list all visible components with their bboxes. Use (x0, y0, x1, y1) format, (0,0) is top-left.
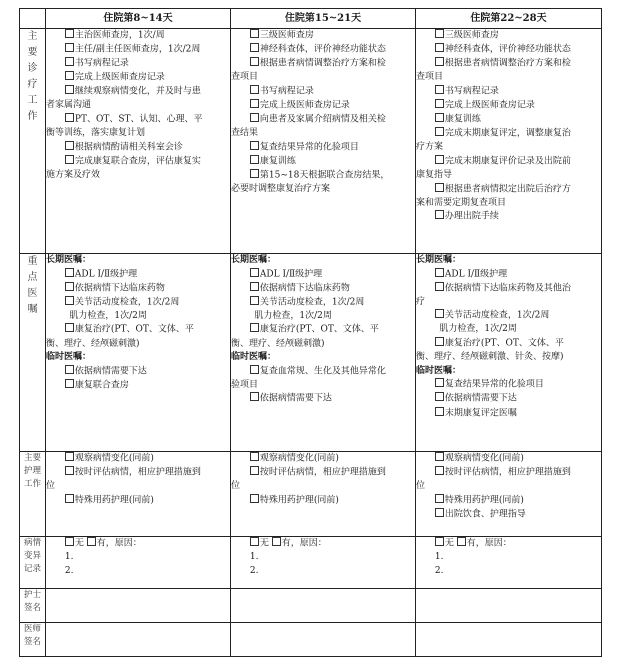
checkbox-icon[interactable] (435, 337, 444, 346)
checkbox-icon[interactable] (435, 378, 444, 387)
item-text: ADL Ⅰ/Ⅱ级护理 (74, 269, 138, 280)
checklist-item (416, 183, 601, 197)
checklist-item (46, 296, 230, 310)
item-text: 依据病情需要下达 (259, 393, 332, 404)
variance-reason-line[interactable]: 1. (249, 552, 259, 563)
checklist-item (231, 466, 415, 480)
checklist-item (416, 127, 601, 141)
checklist-item (231, 296, 415, 310)
item-text: 依据病情需要下达 (444, 393, 517, 404)
checkbox-icon[interactable] (65, 537, 74, 546)
list-item-continuation (416, 169, 601, 183)
item-text: ADL Ⅰ/Ⅱ级护理 (444, 269, 508, 280)
list-item-sub (416, 323, 601, 337)
item-text: 观察病情变化(同前) (259, 453, 339, 464)
nursing-day1 (46, 452, 231, 537)
checkbox-icon[interactable] (65, 296, 74, 305)
variance-options (46, 537, 230, 551)
item-text: 肌力检查，1次/2周 (254, 310, 332, 321)
item-text: 衡、理疗、经颅磁刺激) (231, 338, 325, 349)
variance-reason-line[interactable]: 1. (64, 552, 74, 563)
checklist-item (46, 452, 230, 466)
item-text: 关节活动度检查，1次/2周 (74, 297, 180, 308)
checklist-item (46, 141, 230, 155)
checklist-item (231, 169, 415, 183)
row-label-char: 护理 (23, 466, 41, 476)
item-text: 临时医嘱： (416, 365, 462, 376)
checkbox-icon[interactable] (435, 392, 444, 401)
item-text: 完成上级医师查房记录 (259, 100, 350, 111)
variance-day1 (46, 537, 231, 589)
checklist-item (416, 407, 601, 421)
checkbox-icon[interactable] (250, 99, 259, 108)
row-label-char: 签名 (23, 637, 41, 647)
checkbox-icon[interactable] (250, 466, 259, 475)
checkbox-icon[interactable] (250, 268, 259, 277)
item-text: 按时评估病情，相应护理措施到 (74, 467, 201, 478)
main-work-day2 (231, 29, 416, 254)
checkbox-icon[interactable] (65, 268, 74, 277)
checklist-item (416, 155, 601, 169)
checkbox-icon[interactable] (435, 99, 444, 108)
key-orders-day3 (416, 254, 602, 452)
item-text: 关节活动度检查，1次/2周 (444, 310, 550, 321)
checkbox-icon[interactable] (435, 127, 444, 136)
checklist-item (231, 57, 415, 71)
checkbox-icon[interactable] (65, 29, 74, 38)
checklist-item (231, 29, 415, 43)
checklist-item (416, 508, 601, 522)
nurse-signature-day2[interactable] (231, 589, 416, 623)
row-label-char: 记录 (23, 564, 41, 574)
doctor-signature-day2[interactable] (231, 623, 416, 657)
item-text: 完成上级医师查房记录 (74, 72, 165, 83)
checklist-item (46, 113, 230, 127)
item-text: 必要时调整康复治疗方案 (231, 184, 331, 195)
list-item-continuation (231, 71, 415, 85)
item-text: 康复治疗(PT、OT、文体、平 (259, 324, 379, 335)
list-item-sub (46, 310, 230, 324)
checklist-item (46, 379, 230, 393)
item-text: 根据患者病情调整治疗方案和检 (444, 58, 571, 69)
row-label-char: 嘱 (27, 304, 38, 315)
checklist-item (416, 29, 601, 43)
variance-reason-line[interactable]: 1. (434, 552, 444, 563)
item-text: 查结果 (231, 128, 259, 139)
checklist-item (416, 282, 601, 296)
order-section-header (231, 254, 415, 268)
row-label-char: 诊 (27, 63, 38, 74)
item-text: 临时医嘱： (231, 352, 277, 363)
checklist-item (231, 365, 415, 379)
variance-yes-label: 有，原因： (96, 538, 142, 549)
checkbox-icon[interactable] (65, 282, 74, 291)
item-text: 观察病情变化(同前) (74, 453, 154, 464)
checklist-item (416, 113, 601, 127)
checklist-item (231, 268, 415, 282)
item-text: 根据患者病情调整治疗方案和检 (259, 58, 386, 69)
item-text: 根据患者病情拟定出院后治疗方 (444, 184, 571, 195)
item-text: 康复联合查房 (74, 380, 129, 391)
item-text: 复查血常规、生化及其他异常化 (259, 366, 386, 377)
checklist-item (416, 494, 601, 508)
variance-options (231, 537, 415, 551)
checkbox-icon[interactable] (435, 57, 444, 66)
checkbox-icon[interactable] (250, 113, 259, 122)
row-label-variance (20, 537, 46, 589)
item-text: 康复指导 (416, 169, 453, 180)
checklist-item (46, 494, 230, 508)
item-text: 完成末期康复评定，调整康复治 (444, 128, 571, 139)
checklist-item (416, 466, 601, 480)
header-row (20, 9, 602, 29)
item-text: 长期医嘱： (46, 255, 92, 265)
variance-yes-label: 有，原因： (281, 538, 327, 549)
checkbox-icon[interactable] (435, 210, 444, 219)
checklist-item (416, 268, 601, 282)
list-item-continuation (231, 127, 415, 141)
list-item-sub (231, 310, 415, 324)
item-text: 依据病情下达临床药物及其他治 (444, 283, 571, 294)
row-label-doctor-sign (20, 623, 46, 657)
checkbox-icon[interactable] (65, 71, 74, 80)
doctor-signature-day3[interactable] (416, 623, 602, 657)
checkbox-icon[interactable] (435, 268, 444, 277)
checkbox-icon[interactable] (435, 494, 444, 503)
item-text: 特殊用药护理(同前) (444, 495, 524, 506)
doctor-signature-row (20, 623, 602, 657)
checkbox-icon[interactable] (250, 494, 259, 503)
item-text: 案和需要定期复查项目 (416, 197, 507, 208)
item-text: 末期康复评定医嘱 (444, 408, 517, 419)
item-text: 位 (416, 481, 426, 492)
checkbox-icon[interactable] (65, 365, 74, 374)
checkbox-icon[interactable] (250, 169, 259, 178)
nurse-signature-day3[interactable] (416, 589, 602, 623)
item-text: 特殊用药护理(同前) (259, 495, 339, 506)
nurse-signature-row (20, 589, 602, 623)
row-label-char: 作 (27, 111, 38, 122)
row-label-char: 要 (27, 47, 38, 58)
checklist-item (46, 268, 230, 282)
checklist-item (416, 99, 601, 113)
checkbox-icon[interactable] (250, 85, 259, 94)
checkbox-icon[interactable] (65, 452, 74, 461)
checklist-item (231, 113, 415, 127)
key-orders-day1 (46, 254, 231, 452)
checkbox-icon[interactable] (250, 392, 259, 401)
list-item-continuation (231, 338, 415, 352)
list-item-continuation (46, 127, 230, 141)
item-text: 三级医师查房 (444, 30, 499, 41)
checkbox-icon[interactable] (435, 43, 444, 52)
variance-reason-line[interactable]: 2. (434, 565, 444, 576)
checklist-item (46, 85, 230, 99)
checkbox-icon[interactable] (65, 57, 74, 66)
nursing-day2 (231, 452, 416, 537)
list-item-continuation (46, 338, 230, 352)
row-label-nursing (20, 452, 46, 537)
order-section-header (416, 365, 601, 379)
variance-none-label: 无 (259, 538, 272, 549)
checkbox-icon[interactable] (65, 141, 74, 150)
checkbox-icon[interactable] (435, 183, 444, 192)
checkbox-icon[interactable] (250, 155, 259, 164)
checklist-item (416, 309, 601, 323)
checklist-item (231, 452, 415, 466)
nurse-signature-day1[interactable] (46, 589, 231, 623)
item-text: 依据病情需要下达 (74, 366, 147, 377)
row-label-char: 医师 (23, 624, 41, 634)
item-text: 关节活动度检查，1次/2周 (259, 297, 365, 308)
checklist-item (46, 365, 230, 379)
item-text: 查项目 (416, 72, 444, 83)
item-text: 完成上级医师查房记录 (444, 100, 535, 111)
checkbox-icon[interactable] (435, 466, 444, 475)
checklist-item (231, 141, 415, 155)
checkbox-icon[interactable] (250, 365, 259, 374)
checklist-item (46, 71, 230, 85)
item-text: 办理出院手续 (444, 211, 499, 222)
item-text: PT、OT、ST、认知、心理、平 (74, 114, 203, 125)
checkbox-icon[interactable] (435, 309, 444, 318)
checkbox-icon[interactable] (250, 296, 259, 305)
checkbox-icon[interactable] (435, 452, 444, 461)
checkbox-icon[interactable] (250, 323, 259, 332)
checkbox-icon[interactable] (65, 323, 74, 332)
key-orders-row (20, 254, 602, 452)
item-text: 书写病程记录 (259, 86, 314, 97)
variance-none-label: 无 (74, 538, 87, 549)
list-item-continuation (46, 480, 230, 494)
clinical-pathway-table (19, 8, 602, 657)
item-text: 完成末期康复评价记录及出院前 (444, 156, 571, 167)
checklist-item (46, 29, 230, 43)
variance-reason-line[interactable]: 2. (64, 565, 74, 576)
row-label-char: 医 (27, 288, 38, 299)
row-label-char: 签名 (23, 603, 41, 613)
item-text: 康复训练 (444, 114, 481, 125)
item-text: 位 (231, 481, 241, 492)
checklist-item (231, 43, 415, 57)
day-header-2: 住院第15~21天 (231, 9, 416, 29)
item-text: 肌力检查，1次/2周 (439, 324, 517, 335)
checkbox-icon[interactable] (435, 282, 444, 291)
order-section-header (231, 351, 415, 365)
item-text: 神经科查体，评价神经功能状态 (444, 44, 571, 55)
variance-reason-line[interactable]: 2. (249, 565, 259, 576)
checklist-item (231, 85, 415, 99)
item-text: ADL Ⅰ/Ⅱ级护理 (259, 269, 323, 280)
doctor-signature-day1[interactable] (46, 623, 231, 657)
item-text: 复查结果异常的化验项目 (444, 379, 544, 390)
list-item-continuation (231, 379, 415, 393)
row-label-char: 重 (27, 256, 38, 267)
checkbox-icon[interactable] (65, 494, 74, 503)
order-section-header (46, 254, 230, 268)
item-text: 三级医师查房 (259, 30, 314, 41)
item-text: 向患者及家属介绍病情及相关检 (259, 114, 386, 125)
main-work-day3 (416, 29, 602, 254)
checklist-item (46, 155, 230, 169)
row-label-char: 疗 (27, 79, 38, 90)
checkbox-icon[interactable] (272, 537, 281, 546)
key-orders-day2 (231, 254, 416, 452)
checklist-item (231, 392, 415, 406)
item-text: 特殊用药护理(同前) (74, 495, 154, 506)
checklist-item (231, 155, 415, 169)
item-text: 按时评估病情，相应护理措施到 (444, 467, 571, 478)
checkbox-icon[interactable] (87, 537, 96, 546)
row-label-char: 主要 (23, 453, 41, 463)
checklist-item (46, 323, 230, 337)
checklist-item (46, 57, 230, 71)
checklist-item (46, 282, 230, 296)
item-text: 依据病情下达临床药物 (259, 283, 350, 294)
checklist-item (231, 323, 415, 337)
variance-day2 (231, 537, 416, 589)
item-text: 康复训练 (259, 156, 296, 167)
checklist-item (416, 43, 601, 57)
list-item-continuation (46, 99, 230, 113)
checklist-item (231, 494, 415, 508)
checkbox-icon[interactable] (65, 43, 74, 52)
list-item-continuation (231, 183, 415, 197)
item-text: 长期医嘱： (231, 255, 277, 265)
list-item-continuation (416, 296, 601, 310)
item-text: 查项目 (231, 72, 259, 83)
checklist-item (231, 282, 415, 296)
checkbox-icon[interactable] (250, 43, 259, 52)
checkbox-icon[interactable] (435, 508, 444, 517)
list-item-continuation (416, 141, 601, 155)
item-text: 书写病程记录 (444, 86, 499, 97)
list-item-continuation (416, 351, 601, 365)
row-label-char: 护士 (23, 590, 41, 600)
checkbox-icon[interactable] (250, 282, 259, 291)
checkbox-icon[interactable] (435, 155, 444, 164)
checkbox-icon[interactable] (250, 57, 259, 66)
item-text: 主任/副主任医师查房，1次/2周 (74, 44, 201, 55)
checkbox-icon[interactable] (65, 379, 74, 388)
list-item-continuation (416, 197, 601, 211)
checklist-item (416, 452, 601, 466)
item-text: 完成康复联合查房，评估康复实 (74, 156, 201, 167)
item-text: 疗方案 (416, 142, 444, 153)
day-header-1: 住院第8~14天 (46, 9, 231, 29)
item-text: 验项目 (231, 379, 259, 390)
list-item-continuation (416, 71, 601, 85)
item-text: 疗 (416, 296, 426, 307)
order-section-header (46, 351, 230, 365)
variance-yes-label: 有，原因： (466, 538, 512, 549)
row-label-char: 点 (27, 272, 38, 283)
checklist-item (231, 99, 415, 113)
checkbox-icon[interactable] (435, 113, 444, 122)
item-text: 依据病情下达临床药物 (74, 283, 165, 294)
item-text: 复查结果异常的化验项目 (259, 142, 359, 153)
list-item-continuation (46, 169, 230, 183)
variance-none-label: 无 (444, 538, 457, 549)
item-text: 临时医嘱： (46, 352, 92, 363)
item-text: 肌力检查，1次/2周 (69, 310, 147, 321)
item-text: 根据病情酌请相关科室会诊 (74, 142, 183, 153)
checkbox-icon[interactable] (250, 452, 259, 461)
row-label-char: 变异 (23, 551, 41, 561)
checklist-item (416, 210, 601, 224)
item-text: 位 (46, 481, 56, 492)
main-work-day1 (46, 29, 231, 254)
row-label-key-orders (20, 254, 46, 452)
checklist-item (416, 57, 601, 71)
item-text: 出院饮食、护理指导 (444, 509, 526, 520)
nursing-work-row (20, 452, 602, 537)
item-text: 康复治疗(PT、OT、文体、平 (74, 324, 194, 335)
checkbox-icon[interactable] (65, 113, 74, 122)
row-label-char: 工作 (23, 479, 41, 489)
checklist-item (416, 378, 601, 392)
item-text: 书写病程记录 (74, 58, 129, 69)
checkbox-icon[interactable] (435, 85, 444, 94)
row-label-char: 病情 (23, 538, 41, 548)
checkbox-icon[interactable] (65, 85, 74, 94)
item-text: 主治医师查房，1次/周 (74, 30, 165, 41)
day-header-3: 住院第22~28天 (416, 9, 602, 29)
item-text: 者家属沟通 (46, 100, 92, 111)
variance-day3 (416, 537, 602, 589)
item-text: 衡、理疗、经颅磁刺激) (46, 338, 140, 349)
list-item-continuation (231, 480, 415, 494)
checklist-item (416, 337, 601, 351)
row-label-char: 主 (27, 31, 38, 42)
corner-cell (20, 9, 46, 29)
order-section-header (416, 254, 601, 268)
checklist-item (46, 43, 230, 57)
checkbox-icon[interactable] (65, 466, 74, 475)
item-text: 第15~18天根据联合查房结果， (259, 170, 390, 181)
item-text: 长期医嘱： (416, 255, 462, 265)
checkbox-icon[interactable] (65, 155, 74, 164)
checkbox-icon[interactable] (435, 537, 444, 546)
variance-options (416, 537, 601, 551)
item-text: 观察病情变化(同前) (444, 453, 524, 464)
item-text: 按时评估病情，相应护理措施到 (259, 467, 386, 478)
checklist-item (416, 85, 601, 99)
item-text: 衡、理疗、经颅磁刺激、针灸、按摩) (416, 352, 564, 363)
list-item-continuation (416, 480, 601, 494)
checkbox-icon[interactable] (457, 537, 466, 546)
row-label-main-work (20, 29, 46, 254)
item-text: 神经科查体，评价神经功能状态 (259, 44, 386, 55)
row-label-char: 工 (27, 95, 38, 106)
checkbox-icon[interactable] (250, 29, 259, 38)
item-text: 衡等训练，落实康复计划 (46, 128, 146, 139)
checkbox-icon[interactable] (435, 407, 444, 416)
checkbox-icon[interactable] (250, 537, 259, 546)
item-text: 继续观察病情变化，并及时与患 (74, 86, 201, 97)
checklist-item (416, 392, 601, 406)
checklist-item (46, 466, 230, 480)
row-label-nurse-sign (20, 589, 46, 623)
nursing-day3 (416, 452, 602, 537)
item-text: 施方案及疗效 (46, 169, 101, 180)
main-work-row (20, 29, 602, 254)
checkbox-icon[interactable] (250, 141, 259, 150)
variance-row (20, 537, 602, 589)
checkbox-icon[interactable] (435, 29, 444, 38)
item-text: 康复治疗(PT、OT、文体、平 (444, 338, 564, 349)
